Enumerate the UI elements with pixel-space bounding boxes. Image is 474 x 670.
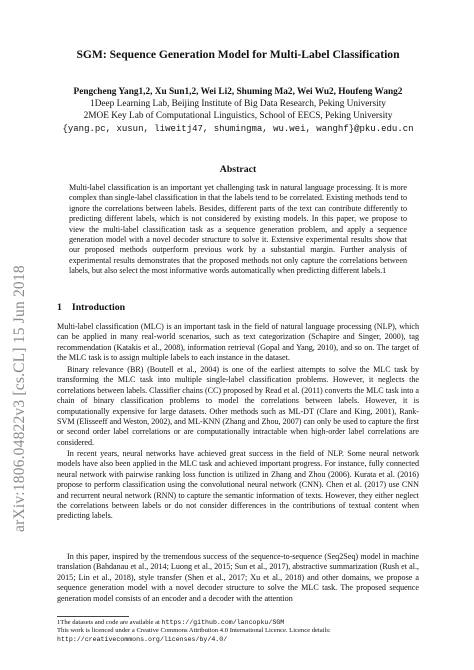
footnote-1	[57, 619, 419, 627]
footnote-1-link[interactable]: https://github.com/lancopku/SGM	[161, 619, 285, 626]
footnote-2-link[interactable]: http://creativecommons.org/licenses/by/4.0/	[57, 635, 228, 643]
affiliation-2: 2MOE Key Lab of Computational Linguistics, School of EECS, Peking University	[83, 111, 393, 121]
arxiv-identifier-stamp	[8, 120, 30, 540]
paper-title: SGM: Sequence Generation Model for Multi-Label Classification	[76, 48, 400, 61]
footnote-divider	[57, 616, 129, 617]
arxiv-identifier-text: arXiv:1806.04822v3 [cs.CL] 15 Jun 2018	[11, 265, 28, 532]
author-emails: {yang.pc, xusun, liweitj47, shumingma, wu.wei, wanghf}@pku.edu.cn	[62, 124, 414, 134]
footnote-1-text: 1The datasets and code are available at	[57, 619, 162, 626]
author-list: Pengcheng Yang1,2, Xu Sun1,2, Wei Li2, Shuming Ma2, Wei Wu2, Houfeng Wang2	[73, 87, 403, 97]
abstract-text: Multi-label classification is an important yet challenging task in natural language processing. It is more complex than single-label classification in that the labels tend to be correlated. Existing methods tend to ignore the correlations between labels. Besides, different parts of the text can contribute differently to predicting different labels, which is not considered by existing models. In this paper, we propose to view the multi-label classification task as a sequence generation problem, and apply a sequence generation model with a novel decoder structure to solve it. Extensive experimental results show that our proposed methods outperform previous work by a substantial margin. Further analysis of experimental results demonstrates that the proposed methods not only capture the correlations between labels, but also select the most informative words automatically when predicting different labels.1	[69, 183, 407, 276]
intro-paragraph-1: Multi-label classification (MLC) is an important task in the field of natural language processing (NLP), which can be applied in many real-world scenarios, such as text categorization (Schapire and Singer, 2000), tag recommendation (Katakis et al., 2008), information retrieval (Gopal and Yang, 2010), and so on. The target of the MLC task is to assign multiple labels to each instance in the dataset.	[57, 322, 419, 363]
footnote-2-text: This work is licenced under a Creative Commons Attribution 4.0 International Licence. Licence details:	[57, 627, 331, 635]
abstract-heading: Abstract	[219, 164, 257, 175]
footnote-2	[57, 627, 419, 644]
footnotes	[57, 619, 419, 644]
section-number: 1	[57, 302, 62, 313]
section-title: Introduction	[71, 302, 126, 313]
section-heading-introduction	[57, 302, 135, 313]
intro-paragraph-2: Binary relevance (BR) (Boutell et al., 2004) is one of the earliest attempts to solve the MLC task by transforming the MLC task into multiple single-label classification problems. However, it neglects the correlations between labels. Classifier chains (CC) proposed by Read et al. (2011) converts the MLC task into a chain of binary classification problems to model the correlations between labels. However, it is computationally expensive for large datasets. Other methods such as ML-DT (Clare and King, 2001), Rank-SVM (Elisseeff and Weston, 2002), and ML-KNN (Zhang and Zhou, 2007) can only be used to capture the first or second order label correlations or are computationally intractable when high-order label correlations are considered.	[57, 365, 419, 447]
affiliation-1: 1Deep Learning Lab, Beijing Institute of Big Data Research, Peking University	[90, 99, 386, 109]
intro-paragraph-4: In this paper, inspired by the tremendous success of the sequence-to-sequence (Seq2Seq) model in machine translation (Bahdanau et al., 2014; Luong et al., 2015; Sun et al., 2017), abstractive summarization (Rush et al., 2015; Lin et al., 2018), style transfer (Shen et al., 2017; Xu et al., 2018) and other domains, we propose a sequence generation model with a novel decoder structure to solve the MLC task. The proposed sequence generation model consists of an encoder and a decoder with the attention	[57, 552, 419, 603]
intro-paragraph-3: In recent years, neural networks have achieved great success in the field of NLP. Some neural network models have also been applied in the MLC task and achieved important progress. For instance, fully connected neural network with pairwise ranking loss function is utilized in Zhang and Zhou (2006). Kurata et al. (2016) propose to perform classification using the convolutional neural network (CNN). Chen et al. (2017) use CNN and recurrent neural network (RNN) to capture the semantic information of texts. However, they either neglect the correlations between labels or do not consider differences in the contributions of textual content when predicting labels.	[57, 449, 419, 521]
